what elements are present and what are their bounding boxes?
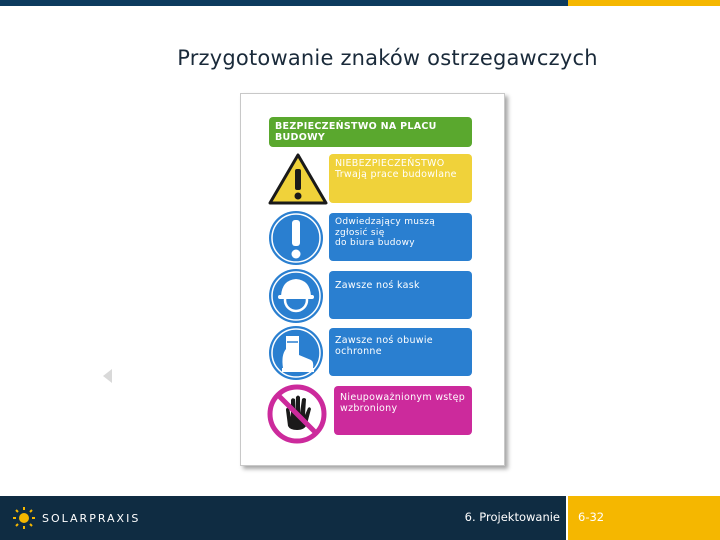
sign-header: [269, 117, 472, 147]
page-number-box: [568, 496, 720, 540]
warning-triangle-icon: [267, 152, 329, 210]
boots-line1: Zawsze noś obuwie: [335, 335, 433, 346]
visitors-line2: do biura budowy: [335, 238, 415, 248]
sign-row-boots: [329, 328, 472, 376]
no-entry-line2: wzbroniony: [340, 403, 398, 414]
pointer-marker: [103, 369, 112, 383]
top-bar-accent: [568, 0, 720, 6]
helmet-line1: Zawsze noś kask: [335, 280, 420, 291]
sign-row-no-entry: [334, 386, 472, 435]
boots-line2: ochronne: [335, 346, 382, 357]
sun-icon: [12, 506, 36, 530]
hard-hat-icon: [268, 268, 324, 328]
slide-title: Przygotowanie znaków ostrzegawczych: [177, 46, 598, 70]
page-number: 6-32: [578, 510, 605, 524]
warning-line1: NIEBEZPIECZEŃSTWO: [335, 158, 445, 169]
sign-row-warning: [329, 154, 472, 203]
solarpraxis-logo: [12, 506, 140, 530]
safety-sign: [240, 93, 505, 466]
exclamation-circle-icon: [268, 210, 324, 270]
sign-header-text: BEZPIECZEŃSTWO NA PLACU BUDOWY: [275, 121, 437, 143]
brand-name: SOLARPRAXIS: [42, 511, 141, 525]
warning-line2: Trwają prace budowlane: [335, 169, 457, 180]
visitors-line1: Odwiedzający muszą zgłosić się: [335, 217, 436, 238]
no-entry-hand-icon: [267, 384, 327, 448]
footer-bar: [0, 496, 720, 540]
safety-boot-icon: [268, 325, 324, 385]
section-label: 6. Projektowanie: [464, 510, 560, 524]
sign-row-helmet: [329, 271, 472, 319]
top-bar: [0, 0, 720, 6]
sign-row-visitors: [329, 213, 472, 261]
no-entry-line1: Nieupoważnionym wstęp: [340, 392, 466, 403]
